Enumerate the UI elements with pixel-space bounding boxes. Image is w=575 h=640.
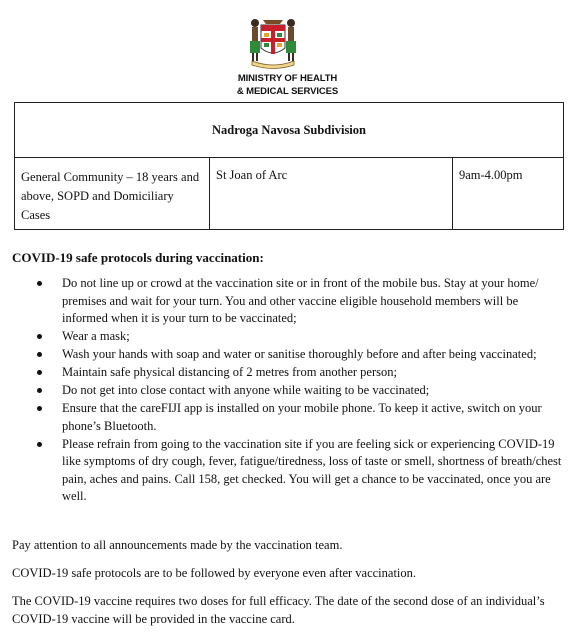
document-header (0, 0, 575, 100)
list-item: Do not line up or crowd at the vaccination site or in front of the mobile bus. Stay at your home/ premises and wait for your turn. You and other vaccine eligible household members will be informed when it is your turn to be vaccinated; (62, 275, 567, 328)
protocols-after-vaccination-note: COVID-19 safe protocols are to be followed by everyone even after vaccination. (12, 566, 417, 580)
list-item: Wear a mask; (62, 328, 567, 346)
eligible-group-cell: General Community – 18 years and above, SOPD and Domiciliary Cases (15, 158, 210, 230)
list-item: Wash your hands with soap and water or sanitise thoroughly before and after being vaccinated; (62, 346, 567, 364)
ministry-name (0, 72, 575, 98)
vaccination-schedule-table (14, 102, 564, 230)
list-item: Do not get into close contact with anyone while waiting to be vaccinated; (62, 382, 567, 400)
fiji-coat-of-arms-icon (246, 14, 300, 70)
list-item: Maintain safe physical distancing of 2 metres from another person; (62, 364, 567, 382)
venue-cell: St Joan of Arc (210, 158, 453, 230)
list-item: Please refrain from going to the vaccination site if you are feeling sick or experiencing COVID-19 like symptoms of dry cough, fever, fatigue/tiredness, loss of taste or smell, shortness of breath/chest pain, aches and pains. Call 158, get checked. You will get a chance to be vaccinated, once you are well. (62, 436, 567, 506)
subdivision-title: Nadroga Navosa Subdivision (15, 103, 564, 158)
list-item: Ensure that the careFIJI app is installed on your mobile phone. To keep it active, switch on your phone’s Bluetooth. (62, 400, 567, 435)
ministry-name-line1: MINISTRY OF HEALTH (237, 73, 338, 84)
ministry-name-line2: & MEDICAL SERVICES (236, 86, 339, 97)
announcements-note: Pay attention to all announcements made by the vaccination team. (12, 538, 343, 552)
second-dose-note: The COVID-19 vaccine requires two doses for full efficacy. The date of the second dose of an individual’s COVID-19 vaccine will be provided in the vaccine card. (12, 594, 545, 626)
time-cell: 9am-4.00pm (453, 158, 564, 230)
table-header-row (15, 103, 564, 158)
protocols-list (12, 275, 567, 506)
protocols-section (12, 250, 567, 506)
protocols-heading: COVID-19 safe protocols during vaccination: (12, 250, 264, 265)
table-row (15, 158, 564, 230)
